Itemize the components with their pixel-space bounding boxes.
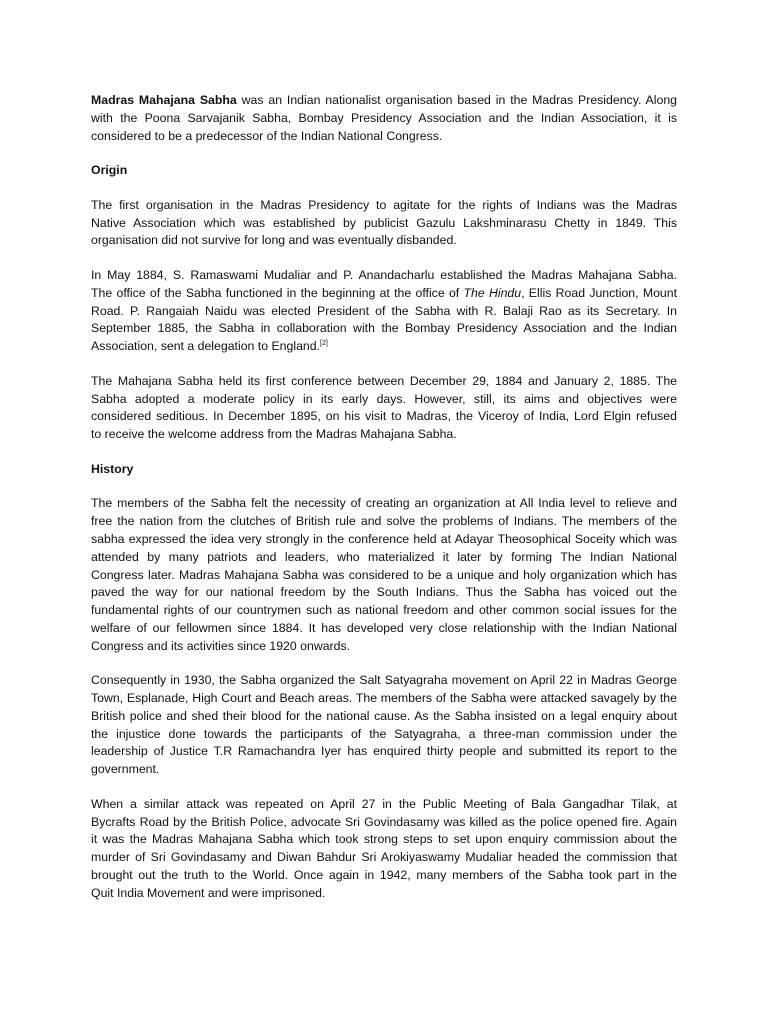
text-line: September 1885, the Sabha in collaboration with the Bombay Presidency Association and the Indian (91, 321, 677, 336)
text-run: The office of the Sabha functioned in the beginning at the office of (91, 285, 464, 300)
text-line: welfare of our fellowmen since 1884. It has developed very close relationship with the Indian National (91, 620, 677, 635)
text-line: Native Association which was established by publicist Gazulu Lakshminarasu Chetty in 1849. This (91, 215, 677, 230)
origin-paragraph-3 (91, 373, 677, 444)
text-line: The members of the Sabha felt the necessity of creating an organization at All India level to relieve and (91, 496, 677, 511)
text-line: murder of Sri Govindasamy and Diwan Bahdur Sri Arokiyaswamy Mudaliar headed the commission that (91, 850, 677, 865)
document-body (91, 92, 677, 919)
text-line: British police and shed their blood for the national cause. As the Sabha insisted on a legal enquiry about (91, 708, 677, 723)
text-run: , Ellis Road Junction, Mount (521, 285, 678, 300)
text-line (91, 285, 677, 303)
text-line: Sabha adopted a moderate policy in its early days. However, still, its aims and objectives were (91, 391, 677, 406)
text-line: government. (91, 762, 160, 777)
text-line: When a similar attack was repeated on April 27 in the Public Meeting of Bala Gangadhar Tilak, at (91, 796, 677, 811)
intro-paragraph (91, 92, 677, 145)
text-line: organisation did not survive for long and was eventually disbanded. (91, 233, 457, 248)
text-line: Town, Esplanade, High Court and Beach areas. The members of the Sabha were attacked savagely by the (91, 691, 677, 706)
text-line: it was the Madras Mahajana Sabha which took strong steps to set upon enquiry commission about the (91, 832, 677, 847)
text-line: The first organisation in the Madras Presidency to agitate for the rights of Indians was the Madras (91, 197, 677, 212)
italic-publication-title: The Hindu (463, 285, 522, 300)
text-line: In May 1884, S. Ramaswami Mudaliar and P. Anandacharlu established the Madras Mahajana Sabha. (91, 267, 677, 282)
text-line: Congress later. Madras Mahajana Sabha was considered to be a unique and holy organization which has (91, 567, 677, 582)
text-line: Congress and its activities since 1920 onwards. (91, 638, 351, 653)
text-line: fundamental rights of our countrymen such as national freedom and other common social issues for the (91, 603, 677, 618)
text-line: to receive the welcome address from the Madras Mahajana Sabha. (91, 427, 457, 442)
section-heading-origin: Origin (91, 163, 128, 178)
text-line: Quit India Movement and were imprisoned. (91, 885, 326, 900)
history-paragraph-2 (91, 672, 677, 779)
text-line: leadership of Justice T.R Ramachandra Iyer has enquired thirty people and submitted its report to the (91, 744, 677, 759)
text-line (91, 338, 677, 356)
history-paragraph-1 (91, 495, 677, 655)
footnote-reference: [2] (320, 340, 328, 348)
text-line: considered seditious. In December 1895, on his visit to Madras, the Viceroy of India, Lord Elgin refused (91, 409, 677, 424)
text-line: with the Poona Sarvajanik Sabha, Bombay Presidency Association and the Indian Association, it is (91, 110, 677, 125)
text-line: considered to be a predecessor of the Indian National Congress. (91, 128, 443, 143)
text-line: Consequently in 1930, the Sabha organized the Salt Satyagraha movement on April 22 in Madras George (91, 673, 677, 688)
text-line: Road. P. Rangaiah Naidu was elected President of the Sabha with R. Balaji Rao as its Secretary. In (91, 303, 677, 318)
text-run: Association, sent a delegation to England. (91, 339, 321, 354)
text-line: paved the way for our national freedom by the South Indians. Thus the Sabha has voiced out the (91, 585, 677, 600)
history-paragraph-3 (91, 796, 677, 903)
text-line: the injustice done towards the participants of the Satyagraha, a three-man commission under the (91, 726, 677, 741)
text-line: Bycrafts Road by the British Police, advocate Sri Govindasamy was killed as the police opened fire. Again (91, 814, 677, 829)
text-line (91, 92, 677, 110)
text-run: was an Indian nationalist organisation based in the Madras Presidency. Along (236, 93, 677, 107)
text-line: free the nation from the clutches of British rule and solve the problems of Indians. The members of the (91, 514, 677, 529)
section-heading-history: History (91, 461, 134, 476)
origin-paragraph-1 (91, 197, 677, 250)
text-line: brought out the truth to the World. Once again in 1942, many members of the Sabha took part in the (91, 868, 677, 883)
text-line: The Mahajana Sabha held its first conference between December 29, 1884 and January 2, 1885. The (91, 373, 677, 388)
text-line: attended by many patriots and leaders, who materialized it later by forming The Indian National (91, 549, 677, 564)
bold-term: Madras Mahajana Sabha (91, 93, 237, 107)
origin-paragraph-2 (91, 267, 677, 356)
text-line: sabha expressed the idea very strongly in the conference held at Adayar Theosophical Soceity which was (91, 531, 677, 546)
